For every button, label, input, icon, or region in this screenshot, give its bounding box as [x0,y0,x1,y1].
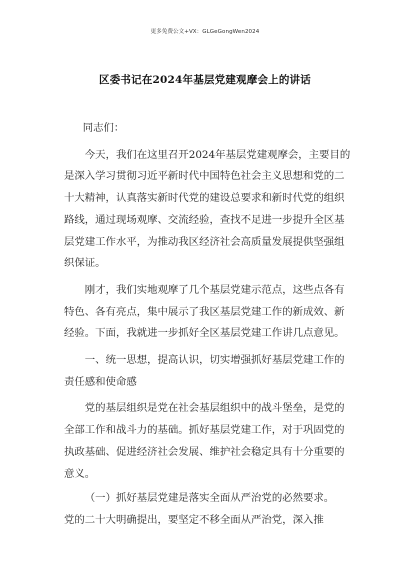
salutation: 同志们： [82,122,125,134]
subsection-heading-1: （一）抓好基层党建是落实全面从严治党的必然要求。 [84,492,335,505]
paragraph-observation: 刚才，我们实地观摩了几个基层党建示范点，这些点各有特色、各有亮点，集中展示了我区基层党建工作的新成效、新经验。下面，我就进一步抓好全区基层党建工作讲几点意见。 [64,283,345,340]
header-note: 更多免费公文+VX：GLGeGongWen2024 [150,29,260,35]
paragraph-section-1: 党的基层组织是党在社会基层组织中的战斗堡垒，是党的全部工作和战斗力的基础。抓好基层党建工作，对于巩固党的执政基础、促进经济社会发展、维护社会稳定具有十分重要的意义。 [64,402,345,480]
document-body [64,118,352,532]
paragraph-subsection-1: 党的二十大明确提出，要坚定不移全面从严治党，深入推 [64,513,324,526]
section-heading-1: 一、统一思想，提高认识，切实增强抓好基层党建工作的责任感和使命感 [64,354,345,388]
paragraph-opening: 今天，我们在这里召开2024年基层党建观摩会，主要目的是深入学习贯彻习近平新时代中国特色社会主义思想和党的二十大精神，认真落实新时代党的建设总要求和新时代党的组织路线，通过现场观摩、交流经验，查找不足进一步提升全区基层党建工作水平，为推动我区经济社会高质量发展提供坚强组织保证。 [64,148,351,270]
document-title: 区委书记在2024年基层党建观摩会上的讲话 [99,74,311,86]
